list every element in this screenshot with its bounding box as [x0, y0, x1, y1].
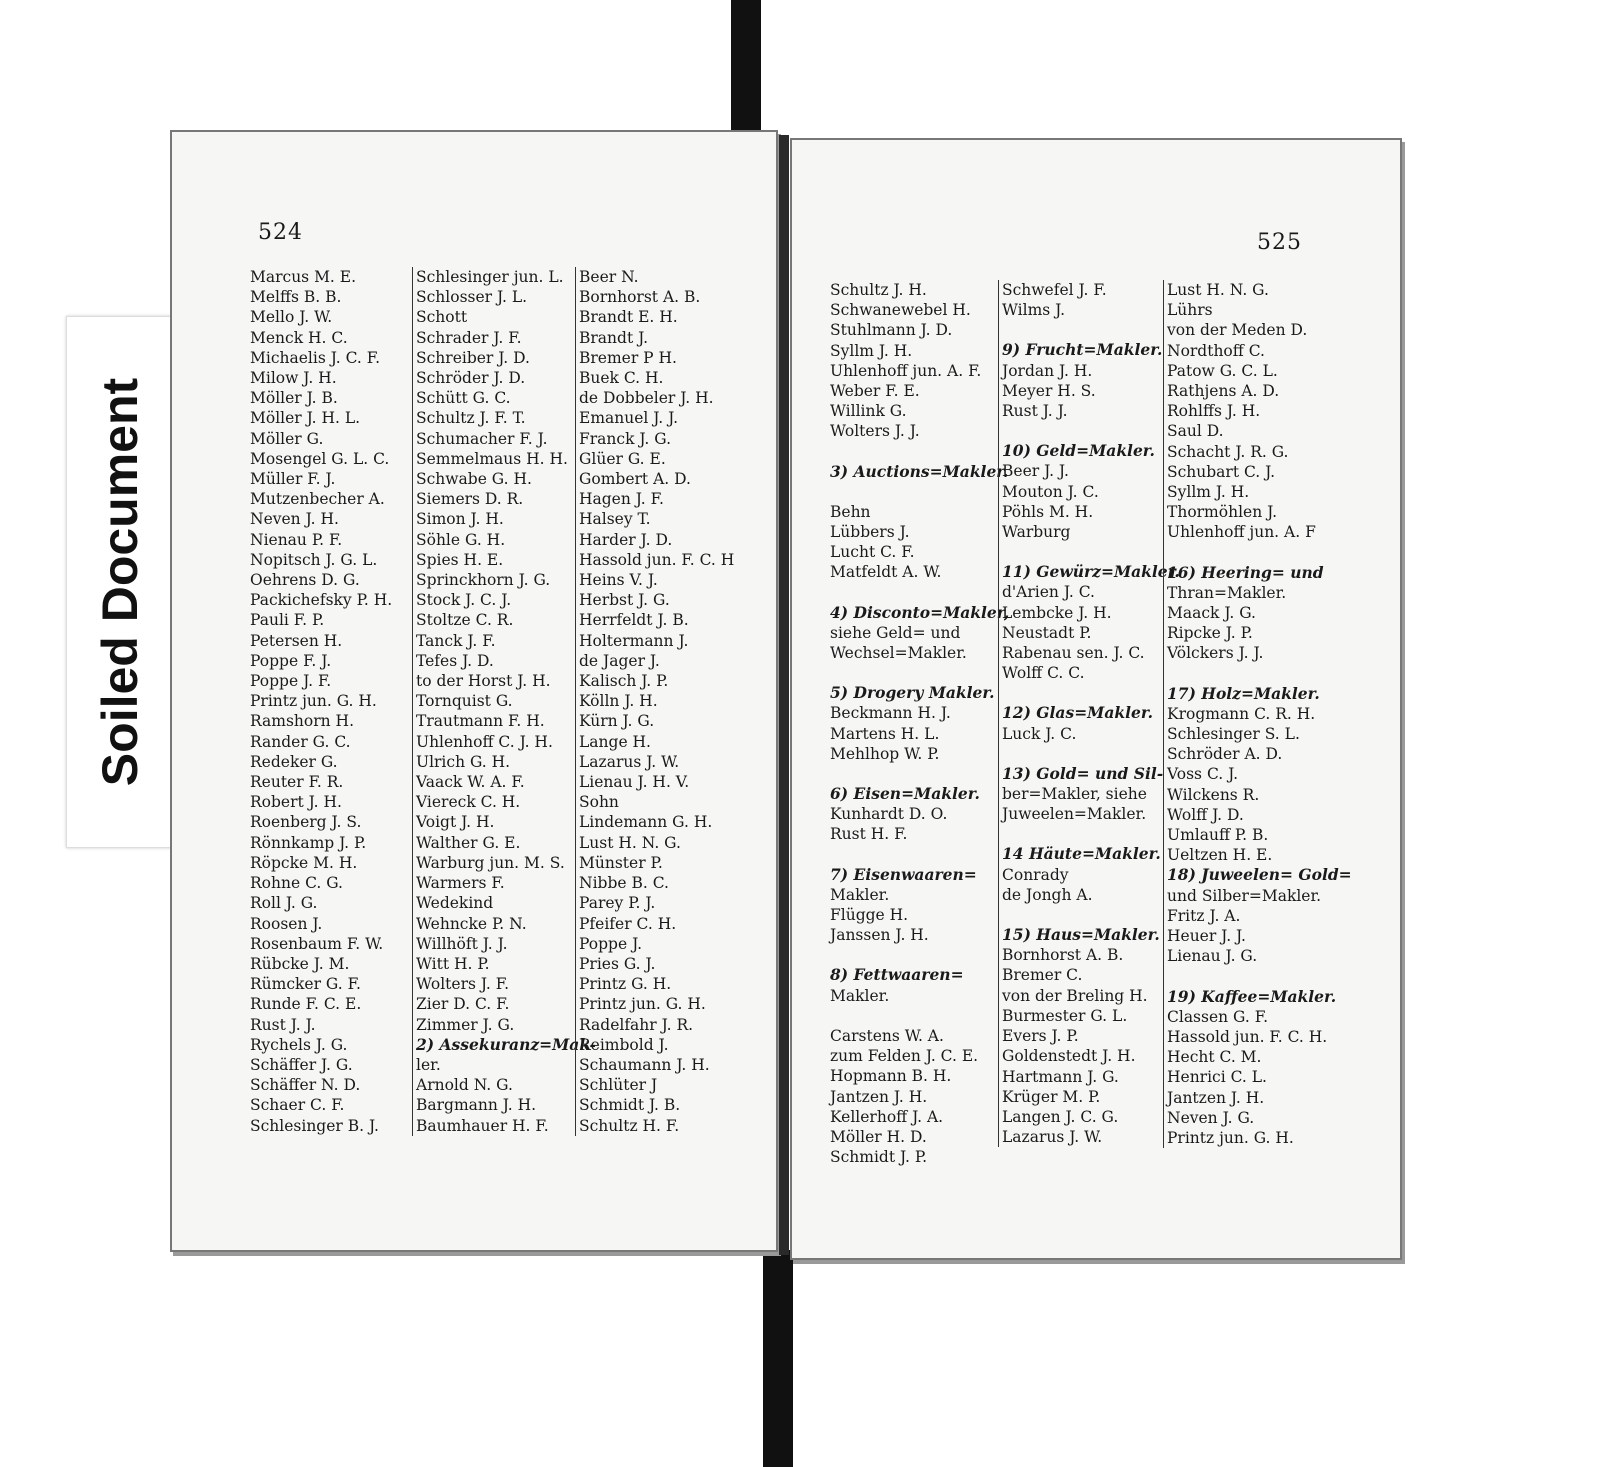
directory-entry: 2) Assekuranz=Mak-: [416, 1034, 596, 1054]
directory-entry: Lust H. N. G.: [579, 833, 681, 852]
directory-entry: Trautmann F. H.: [416, 712, 545, 731]
directory-entry: de Dobbeler J. H.: [579, 389, 714, 408]
directory-entry: Rümcker G. F.: [250, 975, 361, 994]
directory-entry: Möller J. H. L.: [250, 409, 361, 428]
directory-entry: Lienau J. G.: [1167, 947, 1258, 966]
directory-entry: Semmelmaus H. H.: [416, 449, 568, 468]
directory-entry: Hopmann B. H.: [830, 1067, 952, 1086]
directory-entry: Packichefsky P. H.: [250, 591, 393, 610]
directory-entry: Kürn J. G.: [579, 712, 655, 731]
directory-entry: Möller J. B.: [250, 389, 338, 408]
directory-entry: Roll J. G.: [250, 894, 318, 913]
directory-entry: [830, 583, 995, 603]
directory-entry: ler.: [416, 1055, 441, 1074]
right-column-3: [1163, 280, 1352, 1148]
directory-entry: Schlesinger jun. L.: [416, 268, 564, 286]
directory-entry: Pöhls M. H.: [1002, 502, 1094, 521]
directory-entry: Reimbold J.: [579, 1035, 669, 1054]
directory-entry: 5) Drogery Makler.: [830, 683, 995, 703]
directory-entry: Söhle G. H.: [416, 530, 506, 549]
directory-entry: Rohne C. G.: [250, 874, 343, 893]
directory-entry: [830, 945, 995, 965]
directory-entry: Wechsel=Makler.: [830, 644, 967, 663]
directory-entry: [1002, 905, 1164, 925]
directory-entry: Milow J. H.: [250, 369, 337, 388]
directory-entry: [1002, 421, 1164, 441]
directory-entry: Thran=Makler.: [1167, 583, 1287, 602]
directory-entry: Reuter F. R.: [250, 773, 344, 792]
book-gutter: [779, 135, 789, 1255]
directory-entry: Poppe J.: [579, 934, 643, 953]
directory-entry: Goldenstedt J. H.: [1002, 1047, 1136, 1066]
directory-entry: [1002, 744, 1164, 764]
directory-entry: Warburg jun. M. S.: [416, 853, 565, 872]
directory-entry: Herbst J. G.: [579, 591, 670, 610]
directory-entry: Uhlenhoff jun. A. F.: [830, 361, 982, 380]
directory-entry: Bargmann J. H.: [416, 1096, 537, 1115]
directory-entry: Ripcke J. P.: [1167, 624, 1253, 643]
directory-entry: Hecht C. M.: [1167, 1048, 1262, 1067]
directory-entry: Marcus M. E.: [250, 268, 357, 286]
directory-entry: Nopitsch J. G. L.: [250, 550, 378, 569]
directory-entry: Schmidt J. P.: [830, 1148, 928, 1167]
directory-entry: von der Breling H.: [1002, 986, 1148, 1005]
directory-entry: Lucht C. F.: [830, 543, 915, 562]
directory-entry: Beer N.: [579, 268, 639, 286]
directory-entry: Classen G. F.: [1167, 1007, 1268, 1026]
directory-entry: Tornquist G.: [416, 692, 513, 711]
left-column-2: [412, 267, 596, 1136]
directory-entry: Emanuel J. J.: [579, 409, 679, 428]
directory-entry: Petersen H.: [250, 631, 343, 650]
directory-entry: Harder J. D.: [579, 530, 673, 549]
directory-entry: Fritz J. A.: [1167, 906, 1241, 925]
directory-entry: Mehlhop W. P.: [830, 744, 940, 763]
directory-entry: 3) Auctions=Makler.: [830, 461, 1009, 481]
directory-entry: Langen J. C. G.: [1002, 1107, 1119, 1126]
directory-entry: Arnold N. G.: [416, 1076, 513, 1095]
directory-entry: Hartmann J. G.: [1002, 1067, 1119, 1086]
right-column-2: [998, 280, 1180, 1147]
directory-entry: Buek C. H.: [579, 369, 664, 388]
left-column-3: [575, 267, 754, 1136]
directory-entry: Rabenau sen. J. C.: [1002, 644, 1145, 663]
directory-entry: Meyer H. S.: [1002, 381, 1096, 400]
directory-entry: Lust H. N. G.: [1167, 281, 1269, 299]
directory-entry: Schlesinger S. L.: [1167, 725, 1300, 744]
directory-entry: Heuer J. J.: [1167, 927, 1246, 946]
directory-entry: Juweelen=Makler.: [1002, 805, 1147, 824]
directory-entry: Wilms J.: [1002, 301, 1066, 320]
directory-entry: zum Felden J. C. E.: [830, 1047, 979, 1066]
directory-entry: Kellerhoff J. A.: [830, 1107, 944, 1126]
directory-entry: Makler.: [830, 885, 890, 904]
directory-entry: Jantzen J. H.: [1167, 1088, 1265, 1107]
directory-entry: Rönnkamp J. P.: [250, 833, 367, 852]
directory-entry: Hassold jun. F. C. H: [579, 550, 735, 569]
directory-entry: Neven J. G.: [1167, 1108, 1255, 1127]
directory-entry: Warburg: [1002, 523, 1071, 542]
directory-entry: Schultz H. F.: [579, 1116, 680, 1135]
directory-entry: Runde F. C. E.: [250, 995, 362, 1014]
directory-entry: Beckmann H. J.: [830, 704, 951, 723]
directory-entry: Voigt J. H.: [416, 813, 495, 832]
directory-entry: Franck J. G.: [579, 429, 672, 448]
directory-entry: Radelfahr J. R.: [579, 1015, 694, 1034]
directory-entry: Zier D. C. F.: [416, 995, 510, 1014]
directory-entry: Stoltze C. R.: [416, 611, 514, 630]
directory-entry: Walther G. E.: [416, 833, 521, 852]
directory-entry: Voss C. J.: [1167, 765, 1239, 784]
directory-entry: Neustadt P.: [1002, 623, 1092, 642]
directory-entry: [1002, 320, 1164, 340]
directory-entry: Münster P.: [579, 853, 663, 872]
directory-entry: Oehrens D. G.: [250, 571, 360, 590]
directory-entry: Jantzen J. H.: [830, 1087, 928, 1106]
directory-entry: Sprinckhorn J. G.: [416, 571, 551, 590]
soiled-document-text: Soiled Document: [92, 377, 148, 787]
directory-entry: Wolff J. D.: [1167, 805, 1244, 824]
directory-entry: Schröder A. D.: [1167, 745, 1283, 764]
directory-entry: Schaumann J. H.: [579, 1055, 710, 1074]
directory-entry: Printz G. H.: [579, 975, 672, 994]
directory-entry: Vaack W. A. F.: [416, 773, 525, 792]
directory-entry: Spies H. E.: [416, 550, 504, 569]
directory-entry: 10) Geld=Makler.: [1002, 441, 1155, 461]
directory-entry: Robert J. H.: [250, 793, 342, 812]
directory-entry: Hassold jun. F. C. H.: [1167, 1027, 1328, 1046]
directory-entry: de Jongh A.: [1002, 885, 1093, 904]
directory-entry: Heins V. J.: [579, 571, 658, 590]
directory-entry: Schwefel J. F.: [1002, 281, 1107, 299]
directory-entry: Herrfeldt J. B.: [579, 611, 689, 630]
directory-entry: Mello J. W.: [250, 308, 333, 327]
directory-entry: Matfeldt A. W.: [830, 563, 942, 582]
directory-entry: Schubart C. J.: [1167, 462, 1276, 481]
directory-entry: [830, 845, 995, 865]
directory-entry: Rohlffs J. H.: [1167, 402, 1261, 421]
directory-entry: Mosengel G. L. C.: [250, 449, 390, 468]
directory-entry: Müller F. J.: [250, 470, 336, 489]
directory-entry: Schumacher F. J.: [416, 429, 548, 448]
directory-entry: Röpcke M. H.: [250, 853, 358, 872]
directory-entry: Rosenbaum F. W.: [250, 934, 384, 953]
directory-entry: Schwabe G. H.: [416, 470, 532, 489]
directory-entry: Völckers J. J.: [1167, 644, 1264, 663]
directory-entry: Lienau J. H. V.: [579, 773, 690, 792]
directory-entry: Lazarus J. W.: [579, 752, 680, 771]
directory-entry: Pauli F. P.: [250, 611, 325, 630]
directory-entry: Krüger M. P.: [1002, 1087, 1101, 1106]
directory-entry: [1002, 824, 1164, 844]
directory-entry: Hagen J. F.: [579, 490, 664, 509]
directory-entry: Siemers D. R.: [416, 490, 524, 509]
directory-entry: Pfeifer C. H.: [579, 914, 677, 933]
directory-entry: Schlosser J. L.: [416, 288, 528, 307]
directory-entry: Schmidt J. B.: [579, 1096, 681, 1115]
directory-entry: Evers J. P.: [1002, 1027, 1079, 1046]
directory-entry: Wolff C. C.: [1002, 664, 1085, 683]
directory-entry: Simon J. H.: [416, 510, 504, 529]
directory-entry: Wolters J. J.: [830, 422, 920, 441]
directory-entry: Schlüter J: [579, 1076, 658, 1095]
directory-entry: Schäffer N. D.: [250, 1076, 361, 1095]
directory-entry: [830, 764, 995, 784]
directory-entry: von der Meden D.: [1167, 321, 1308, 340]
directory-entry: Rander G. C.: [250, 732, 351, 751]
directory-entry: Baumhauer H. F.: [416, 1116, 549, 1135]
directory-entry: Halsey T.: [579, 510, 651, 529]
directory-entry: 11) Gewürz=Makler.: [1002, 562, 1180, 582]
directory-entry: de Jager J.: [579, 651, 660, 670]
directory-entry: Roenberg J. S.: [250, 813, 362, 832]
directory-entry: Bremer P H.: [579, 348, 677, 367]
directory-entry: Brandt J.: [579, 328, 649, 347]
directory-entry: Parey P. J.: [579, 894, 656, 913]
directory-entry: Bornhorst A. B.: [1002, 946, 1124, 965]
directory-entry: Möller H. D.: [830, 1127, 927, 1146]
directory-entry: Zimmer J. G.: [416, 1015, 515, 1034]
directory-entry: 17) Holz=Makler.: [1167, 683, 1320, 703]
right-column-1: [830, 280, 1010, 1167]
directory-entry: Luck J. C.: [1002, 724, 1077, 743]
directory-entry: 15) Haus=Makler.: [1002, 925, 1160, 945]
directory-entry: Schäffer J. G.: [250, 1055, 353, 1074]
directory-entry: Tefes J. D.: [416, 651, 494, 670]
directory-entry: Kunhardt D. O.: [830, 805, 948, 824]
directory-entry: Nordthoff C.: [1167, 341, 1265, 360]
directory-entry: Krogmann C. R. H.: [1167, 704, 1316, 723]
directory-entry: Poppe J. F.: [250, 672, 332, 691]
directory-entry: Bornhorst A. B.: [579, 288, 701, 307]
directory-entry: Thormöhlen J.: [1167, 503, 1278, 522]
directory-entry: Neven J. H.: [250, 510, 339, 529]
directory-entry: Ramshorn H.: [250, 712, 354, 731]
directory-entry: [830, 442, 995, 462]
directory-entry: 14 Häute=Makler.: [1002, 844, 1161, 864]
directory-entry: Janssen J. H.: [830, 926, 929, 945]
directory-entry: ber=Makler, siehe: [1002, 785, 1147, 804]
directory-entry: Mutzenbecher A.: [250, 490, 385, 509]
directory-entry: Burmester G. L.: [1002, 1006, 1128, 1025]
directory-entry: siehe Geld= und: [830, 623, 961, 642]
page-number-right: 525: [1257, 230, 1302, 255]
directory-entry: Tanck J. F.: [416, 631, 496, 650]
page-number-left: 524: [258, 220, 303, 245]
directory-entry: [830, 482, 995, 502]
directory-entry: Rust J. J.: [250, 1015, 316, 1034]
directory-entry: Conrady: [1002, 865, 1069, 884]
directory-entry: Umlauff P. B.: [1167, 826, 1269, 845]
directory-entry: Uhlenhoff jun. A. F: [1167, 523, 1316, 542]
directory-entry: Schacht J. R. G.: [1167, 442, 1289, 461]
directory-entry: 8) Fettwaaren=: [830, 965, 964, 985]
directory-entry: [830, 663, 995, 683]
directory-entry: Viereck C. H.: [416, 793, 521, 812]
directory-entry: Warmers F.: [416, 874, 505, 893]
directory-entry: Brandt E. H.: [579, 308, 678, 327]
directory-entry: Behn: [830, 502, 871, 521]
directory-entry: und Silber=Makler.: [1167, 886, 1322, 905]
directory-entry: Rychels J. G.: [250, 1035, 348, 1054]
directory-entry: [830, 1006, 995, 1026]
directory-entry: Carstens W. A.: [830, 1026, 944, 1045]
directory-entry: Möller G.: [250, 429, 324, 448]
directory-entry: [1167, 967, 1337, 987]
right-page: [790, 138, 1402, 1260]
directory-entry: Rust H. F.: [830, 825, 908, 844]
directory-entry: [1167, 664, 1337, 684]
directory-entry: 13) Gold= und Sil-: [1002, 763, 1164, 783]
directory-entry: Poppe F. J.: [250, 651, 332, 670]
directory-entry: Schrader J. F.: [416, 328, 522, 347]
soiled-document-label: [66, 316, 174, 848]
directory-entry: Kölln J. H.: [579, 692, 658, 711]
directory-entry: Printz jun. G. H.: [250, 692, 377, 711]
directory-entry: Wolters J. F.: [416, 975, 509, 994]
directory-entry: Michaelis J. C. F.: [250, 348, 380, 367]
directory-entry: Patow G. C. L.: [1167, 361, 1278, 380]
directory-entry: Martens H. L.: [830, 724, 940, 743]
directory-entry: Flügge H.: [830, 906, 909, 925]
directory-entry: Rübcke J. M.: [250, 954, 350, 973]
directory-entry: Lazarus J. W.: [1002, 1128, 1103, 1147]
directory-entry: Willink G.: [830, 402, 907, 421]
directory-entry: Syllm J. H.: [830, 341, 913, 360]
directory-entry: Melffs B. B.: [250, 288, 342, 307]
directory-entry: Witt H. P.: [416, 954, 490, 973]
left-page: [170, 130, 778, 1252]
directory-entry: Roosen J.: [250, 914, 323, 933]
left-column-1: [250, 267, 410, 1136]
directory-entry: Bremer C.: [1002, 966, 1083, 985]
directory-entry: Schreiber J. D.: [416, 348, 530, 367]
directory-entry: Lembcke J. H.: [1002, 603, 1112, 622]
directory-entry: Jordan J. H.: [1002, 361, 1093, 380]
directory-entry: Lange H.: [579, 732, 651, 751]
directory-entry: Schultz J. F. T.: [416, 409, 526, 428]
directory-entry: 4) Disconto=Makler,: [830, 602, 1010, 622]
directory-entry: Nibbe B. C.: [579, 874, 669, 893]
directory-entry: 7) Eisenwaaren=: [830, 864, 977, 884]
book-strap-top: [731, 0, 761, 140]
directory-entry: Mouton J. C.: [1002, 482, 1099, 501]
directory-entry: 16) Heering= und: [1167, 562, 1324, 582]
directory-entry: [1002, 542, 1164, 562]
directory-entry: Willhöft J. J.: [416, 934, 508, 953]
directory-entry: to der Horst J. H.: [416, 672, 551, 691]
directory-entry: Menck H. C.: [250, 328, 348, 347]
directory-entry: Henrici C. L.: [1167, 1068, 1267, 1087]
directory-entry: Rathjens A. D.: [1167, 382, 1280, 401]
directory-entry: Beer J. J.: [1002, 462, 1069, 481]
directory-entry: Nienau P. F.: [250, 530, 343, 549]
directory-entry: Schröder J. D.: [416, 369, 526, 388]
directory-entry: d'Arien J. C.: [1002, 583, 1095, 602]
directory-entry: Wehncke P. N.: [416, 914, 527, 933]
directory-entry: Uhlenhoff C. J. H.: [416, 732, 553, 751]
directory-entry: 12) Glas=Makler.: [1002, 703, 1154, 723]
directory-entry: Schultz J. H.: [830, 281, 927, 299]
directory-entry: Redeker G.: [250, 752, 338, 771]
directory-entry: Ueltzen H. E.: [1167, 846, 1273, 865]
directory-entry: Wilckens R.: [1167, 785, 1260, 804]
directory-entry: Weber F. E.: [830, 382, 920, 401]
directory-entry: Pries G. J.: [579, 954, 656, 973]
directory-entry: Schlesinger B. J.: [250, 1116, 379, 1135]
directory-entry: Holtermann J.: [579, 631, 689, 650]
directory-entry: 19) Kaffee=Makler.: [1167, 986, 1337, 1006]
directory-entry: Kalisch J. P.: [579, 672, 669, 691]
directory-entry: Sohn: [579, 793, 619, 812]
directory-entry: Wedekind: [416, 894, 494, 913]
directory-entry: 6) Eisen=Makler.: [830, 784, 980, 804]
directory-entry: Ulrich G. H.: [416, 752, 511, 771]
directory-entry: Printz jun. G. H.: [579, 995, 706, 1014]
directory-entry: [1167, 543, 1337, 563]
directory-entry: Lindemann G. H.: [579, 813, 713, 832]
directory-entry: Schütt G. C.: [416, 389, 511, 408]
directory-entry: Gombert A. D.: [579, 470, 691, 489]
directory-entry: [1002, 683, 1164, 703]
directory-entry: Rust J. J.: [1002, 402, 1068, 421]
directory-entry: 9) Frucht=Makler.: [1002, 340, 1163, 360]
directory-entry: Maack J. G.: [1167, 604, 1256, 623]
directory-entry: Stuhlmann J. D.: [830, 321, 953, 340]
directory-entry: Printz jun. G. H.: [1167, 1128, 1294, 1147]
book-strap-bottom: [763, 1250, 793, 1467]
directory-entry: Lührs: [1167, 301, 1213, 320]
directory-entry: Schott: [416, 308, 468, 327]
directory-entry: Saul D.: [1167, 422, 1224, 441]
directory-entry: Stock J. C. J.: [416, 591, 512, 610]
directory-entry: Syllm J. H.: [1167, 483, 1250, 502]
directory-entry: Makler.: [830, 986, 890, 1005]
directory-entry: Schaer C. F.: [250, 1096, 345, 1115]
directory-entry: Lübbers J.: [830, 523, 910, 542]
directory-entry: Schwanewebel H.: [830, 301, 971, 320]
directory-entry: 18) Juweelen= Gold=: [1167, 865, 1352, 885]
directory-entry: Glüer G. E.: [579, 449, 666, 468]
